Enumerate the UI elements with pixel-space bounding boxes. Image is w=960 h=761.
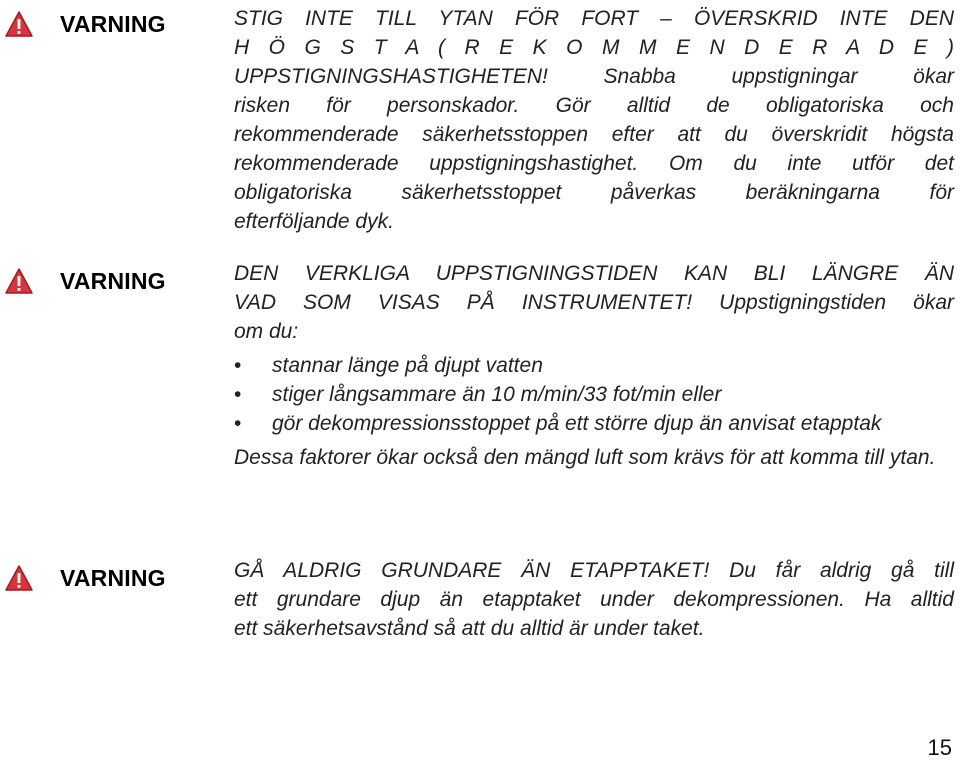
warning-text-1 (234, 4, 954, 236)
bullet-icon: • (234, 412, 242, 435)
text-line: ett grundare djup än etapptaket under dekompressionen. Ha alltid (234, 588, 954, 611)
text-line: rekommenderade säkerhetsstoppen efter att du överskridit högsta (234, 123, 954, 146)
warning-label-1 (4, 9, 204, 39)
warning-label-2 (4, 266, 204, 296)
list-item (234, 351, 954, 380)
text-line: ett säkerhetsavstånd så att du alltid är under taket. (234, 617, 705, 640)
bullet-list (234, 351, 954, 438)
warning-word: VARNING (60, 10, 166, 37)
warning-text-3 (234, 556, 954, 643)
warning-word: VARNING (60, 267, 166, 294)
text-line: obligatoriska säkerhetsstoppet påverkas beräkningarna för (234, 181, 954, 204)
list-item (234, 380, 954, 409)
list-item-text: gör dekompressionsstoppet på ett större djup än anvisat etapptak (272, 412, 882, 435)
list-item (234, 409, 954, 438)
list-item-text: stannar länge på djupt vatten (272, 354, 543, 377)
text-line: UPPSTIGNINGSHASTIGHETEN! Snabba uppstigningar ökar (234, 65, 954, 88)
text-line: rekommenderade uppstigningshastighet. Om du inte utför det (234, 152, 954, 175)
bullet-icon: • (234, 354, 242, 377)
text-line: efterföljande dyk. (234, 210, 394, 233)
text-line: H Ö G S T A ( R E K O M M E N D E R A D E ) (234, 36, 954, 59)
warning-word: VARNING (60, 564, 166, 591)
warning-outro: Dessa faktorer ökar också den mängd luft som krävs för att komma till ytan. (234, 446, 936, 469)
page-number: 15 (927, 735, 952, 760)
warning-text-2 (234, 259, 954, 472)
warning-label-3 (4, 563, 204, 593)
text-line: VAD SOM VISAS PÅ INSTRUMENTET! Uppstigningstiden ökar (234, 291, 954, 314)
text-line: risken för personskador. Gör alltid de obligatoriska och (234, 94, 954, 117)
text-line: om du: (234, 320, 299, 343)
text-line: STIG INTE TILL YTAN FÖR FORT – ÖVERSKRID INTE DEN (234, 7, 954, 30)
warning-triangle-icon (4, 267, 34, 295)
text-line: DEN VERKLIGA UPPSTIGNINGSTIDEN KAN BLI LÄNGRE ÄN (234, 262, 954, 285)
warning-triangle-icon (4, 10, 34, 38)
warning-triangle-icon (4, 564, 34, 592)
bullet-icon: • (234, 383, 242, 406)
text-line: GÅ ALDRIG GRUNDARE ÄN ETAPPTAKET! Du får aldrig gå till (234, 559, 954, 582)
list-item-text: stiger långsammare än 10 m/min/33 fot/min eller (272, 383, 722, 406)
